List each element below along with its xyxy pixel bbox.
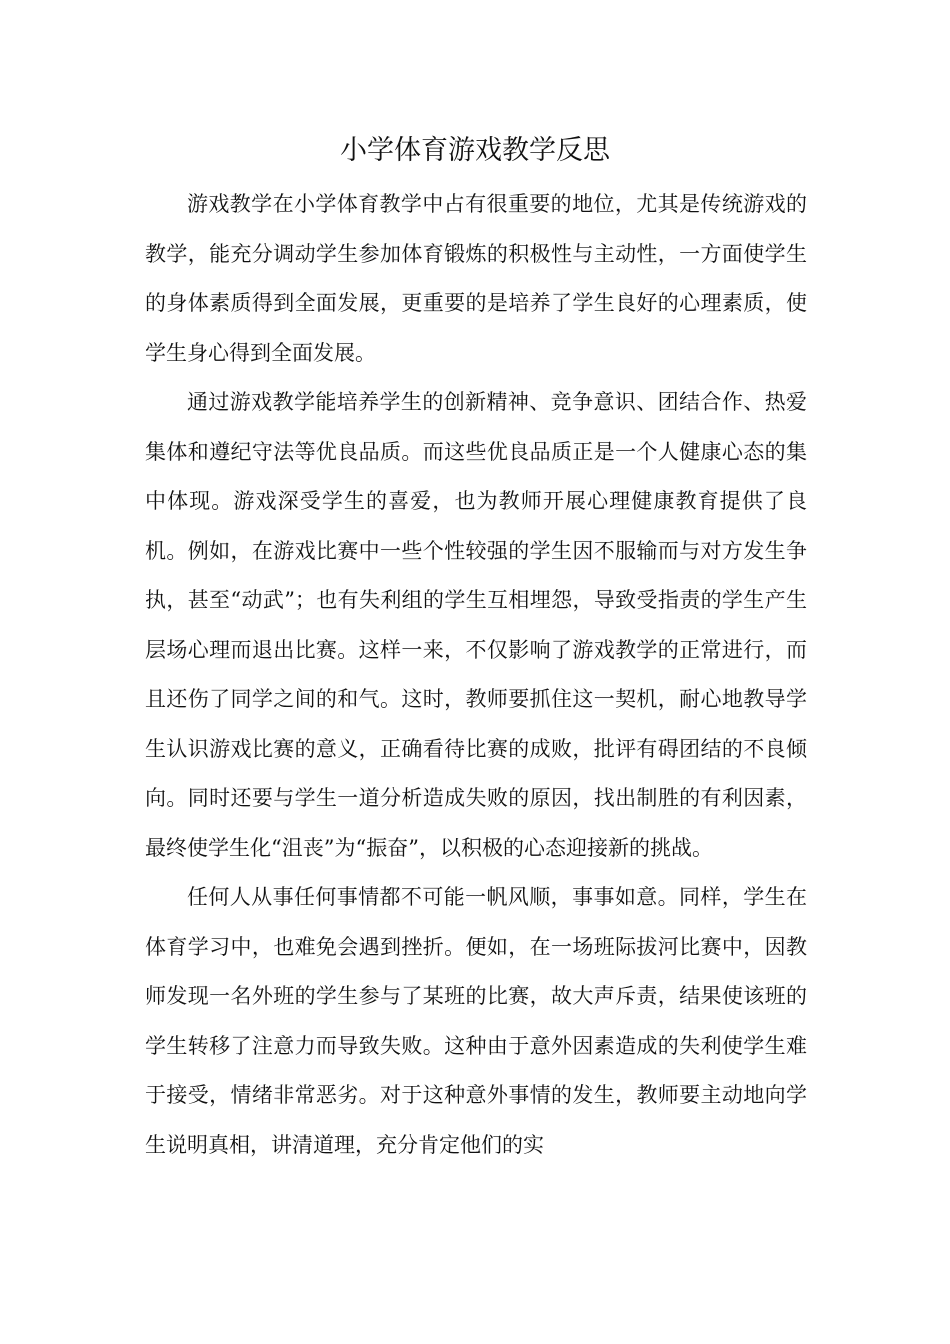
paragraph-3: 任何人从事任何事情都不可能一帆风顺，事事如意。同样，学生在体育学习中，也难免会遇到挫折。便如，在一场班际拔河比赛中，因教师发现一名外班的学生参与了某班的比赛，故大声斥责，结果使该班的学生转移了注意力而导致失败。这种由于意外因素造成的失利使学生难于接受，情绪非常恶劣。对于这种意外事情的发生，教师要主动地向学生说明真相，讲清道理，充分肯定他们的实 (145, 885, 807, 1157)
paragraph-1: 游戏教学在小学体育教学中占有很重要的地位，尤其是传统游戏的教学，能充分调动学生参加体育锻炼的积极性与主动性，一方面使学生的身体素质得到全面发展，更重要的是培养了学生良好的心理素质，使学生身心得到全面发展。 (145, 192, 807, 365)
document-title: 小学体育游戏教学反思 (340, 135, 610, 166)
paragraph-2: 通过游戏教学能培养学生的创新精神、竞争意识、团结合作、热爱集体和遵纪守法等优良品质。而这些优良品质正是一个人健康心态的集中体现。游戏深受学生的喜爱，也为教师开展心理健康教育提供了良机。例如，在游戏比赛中一些个性较强的学生因不服输而与对方发生争执，甚至“动武”；也有失利组的学生互相埋怨，导致受指责的学生产生层场心理而退出比赛。这样一来，不仅影响了游戏教学的正常进行，而且还伤了同学之间的和气。这时，教师要抓住这一契机，耐心地教导学生认识游戏比赛的意义，正确看待比赛的成败，批评有碍团结的不良倾向。同时还要与学生一道分析造成失败的原因，找出制胜的有利因素，最终使学生化“沮丧”为“振奋”，以积极的心态迎接新的挑战。 (145, 390, 807, 860)
document-body (145, 180, 807, 1170)
